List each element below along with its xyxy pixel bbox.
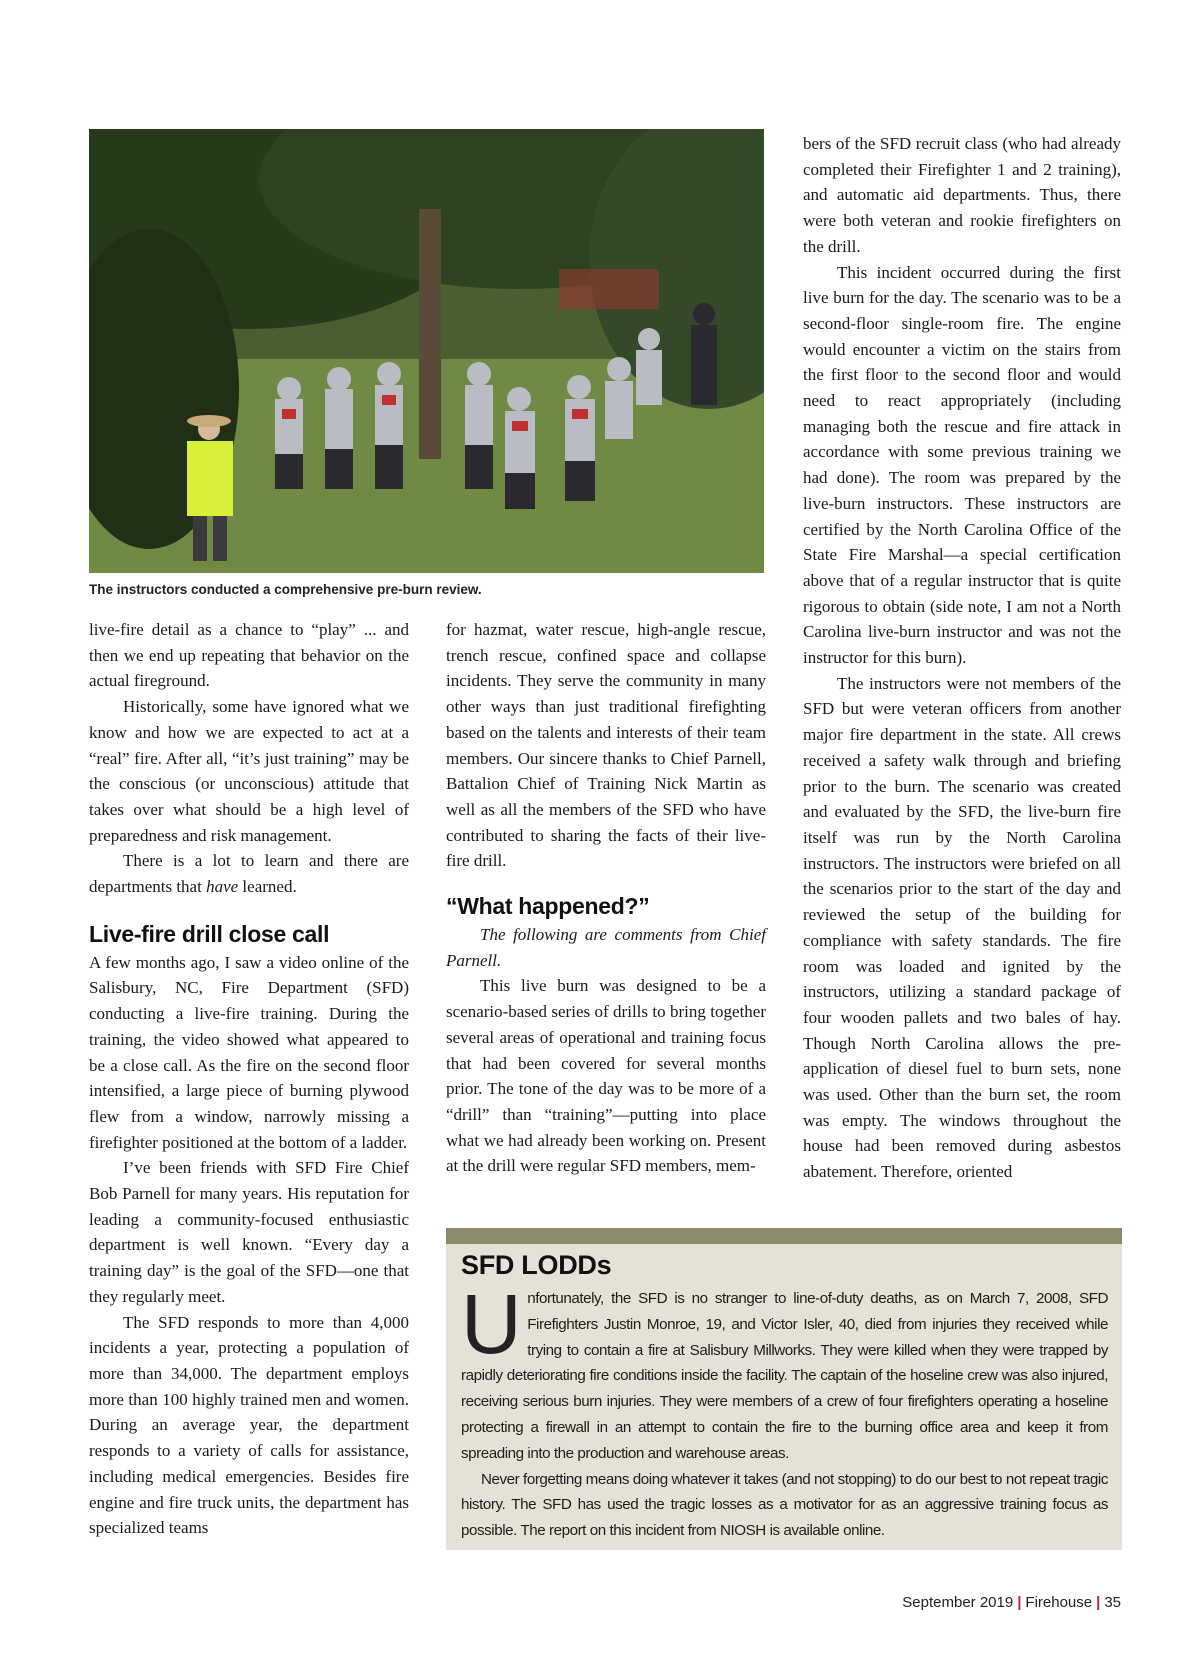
sidebar-box	[446, 1228, 1122, 1550]
sidebar-title: SFD LODDs	[461, 1250, 612, 1280]
paragraph: I’ve been friends with SFD Fire Chief Bob Parnell for many years. His reputation for leading a community-focused enthusiastic department is well known. “Every day a training day” is the goal of the SFD—one that they regularly meet.	[89, 1158, 409, 1306]
paragraph: This live burn was designed to be a scenario-based series of drills to bring together several areas of operational and training focus that had been covered for several months prior. The tone of the day was to be more of a “drill” than “training”—putting into place what we had already been working on. Present at the drill were regular SFD members, mem-	[446, 976, 766, 1176]
article-column-1	[89, 617, 409, 1541]
section-heading: Live-fire drill close call	[89, 920, 330, 947]
paragraph: Historically, some have ignored what we know and how we are expected to act at a “real” fire. After all, “it’s just training” may be the conscious (or unconscious) attitude that takes over what should be a high level of preparedness and risk management.	[89, 697, 409, 845]
drop-cap: U	[461, 1277, 522, 1371]
paragraph: A few months ago, I saw a video online of the Salisbury, NC, Fire Department (SFD) conducting a live-fire training. During the training, the video showed what appeared to be a close call. As the fire on the second floor intensified, a large piece of burning plywood flew from a window, narrowly missing a firefighter positioned at the bottom of a ladder.	[89, 952, 409, 1152]
section-heading: “What happened?”	[446, 893, 650, 920]
issue-date: September 2019	[902, 1594, 1014, 1611]
article-column-2	[446, 617, 766, 1179]
photo-caption: The instructors conducted a comprehensive pre-burn review.	[89, 582, 482, 597]
separator: |	[1096, 1594, 1101, 1611]
magazine-name: Firehouse	[1025, 1594, 1093, 1611]
paragraph: for hazmat, water rescue, high-angle rescue, trench rescue, confined space and collapse incidents. They serve the community in many other ways than just traditional firefighting based on the talents and interests of their team members. Our sincere thanks to Chief Parnell, Battalion Chief of Training Nick Martin as well as all the members of the SFD who have contributed to sharing the facts of their live-fire drill.	[446, 620, 766, 871]
page-footer	[902, 1594, 1121, 1611]
page-number: 35	[1104, 1594, 1121, 1611]
sidebar-paragraph: Never forgetting means doing whatever it takes (and not stopping) to do our best to not repeat tragic history. The SFD has used the tragic losses as a motivator for as an aggressive training focus as possible. The report on this incident from NIOSH is available online.	[461, 1470, 1108, 1540]
paragraph: This incident occurred during the first live burn for the day. The scenario was to be a second-floor single-room fire. The engine would encounter a victim on the stairs from the first floor to the second floor and would need to react appropriately (including managing both the rescue and fire attack in accordance with some previous training we had done). The room was prepared by the live-burn instructors. These instructors are certified by the North Carolina Office of the State Fire Marshal—a special certification above that of a regular instructor that is quite rigorous to obtain (side note, I am not a North Carolina live-burn instructor and was not the instructor for this burn).	[803, 262, 1121, 668]
paragraph: There is a lot to learn and there are departments that have learned.	[89, 851, 409, 897]
section-deck: The following are comments from Chief Parnell.	[446, 925, 766, 970]
photo-illustration	[89, 129, 764, 573]
sidebar-paragraph: Unfortunately, the SFD is no stranger to line-of-duty deaths, as on March 7, 2008, SFD Firefighters Justin Monroe, 19, and Victor Isler, 40, died from injuries they received while trying to contain a fire at Salisbury Millworks. They were killed when they were trapped by rapidly deteriorating fire conditions inside the facility. The captain of the hoseline crew was also injured, receiving serious burn injuries. They were members of a crew of four firefighters operating a hoseline protecting a firewall in an attempt to contain the fire to the burning office area and keep it from spreading into the production and warehouse areas.	[461, 1277, 1108, 1462]
paragraph: live-fire detail as a chance to “play” ... and then we end up repeating that behavior on the actual fireground.	[89, 620, 409, 691]
emphasis: have	[206, 877, 239, 897]
paragraph: The instructors were not members of the SFD but were veteran officers from another major fire department in the state. All crews received a safety walk through and briefing prior to the burn. The scenario was created and evaluated by the SFD, the live-burn fire itself was run by the North Carolina instructors. The instructors were briefed on all the scenarios prior to the start of the day and reviewed the setup of the building for compliance with safety standards. The fire room was loaded and ignited by the instructors, utilizing a standard package of four wooden pallets and two bales of hay. Though North Carolina allows the pre-application of diesel fuel to burn sets, none was used. Other than the burn set, the room was empty. The windows throughout the house had been removed during asbestos abatement. Therefore, oriented	[803, 673, 1121, 1182]
paragraph: The SFD responds to more than 4,000 incidents a year, protecting a population of more than 34,000. The department employs more than 100 highly trained men and women. During an average year, the department responds to a variety of calls for assistance, including medical emergencies. Besides fire engine and fire truck units, the department has specialized teams	[89, 1312, 409, 1538]
article-photo	[89, 129, 764, 573]
separator: |	[1017, 1594, 1022, 1611]
paragraph: bers of the SFD recruit class (who had already completed their Firefighter 1 and 2 training), and automatic aid departments. Thus, there were both veteran and rookie firefighters on the drill.	[803, 134, 1121, 256]
article-column-3	[803, 131, 1121, 1185]
